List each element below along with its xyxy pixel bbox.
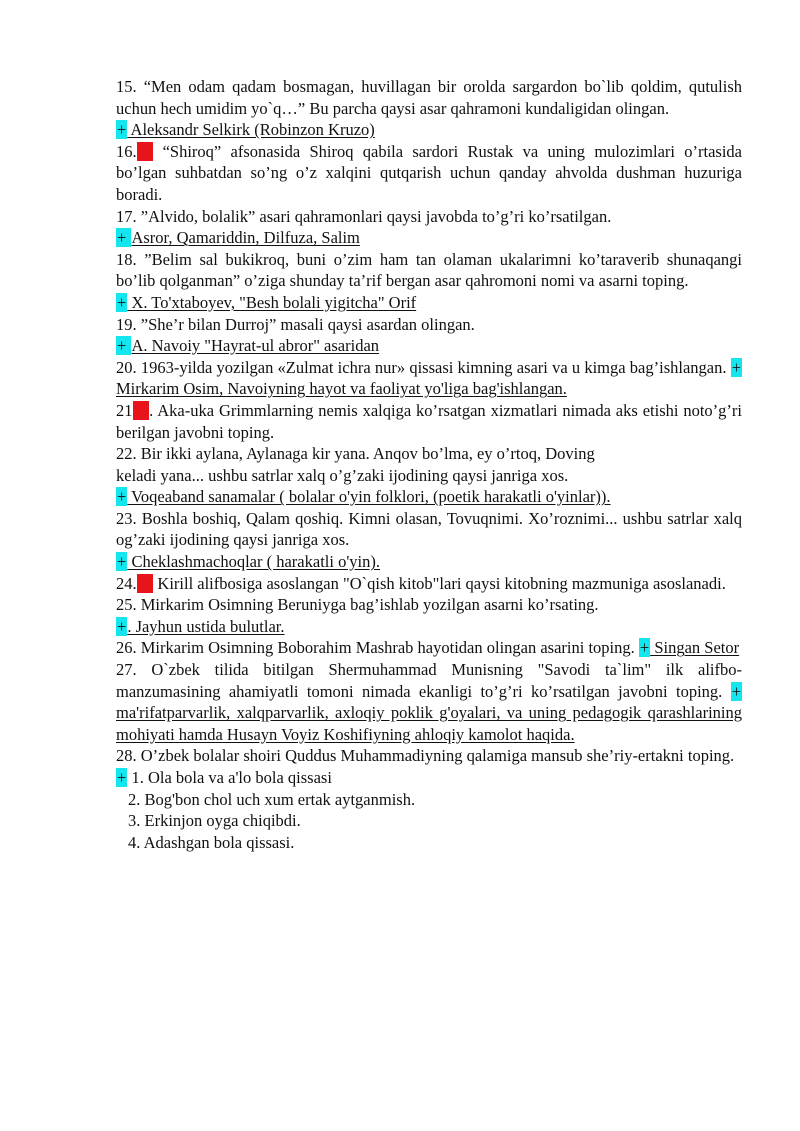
question-19: 19. ”She’r bilan Durroj” masali qaysi asardan olingan. [116, 314, 475, 334]
plus-marker: + [117, 292, 127, 312]
question-27 [116, 659, 742, 745]
answer-22 [116, 486, 742, 508]
plus-marker: + [639, 638, 650, 658]
question-16 [116, 141, 742, 206]
option-4: 4. Adashgan bola qissasi. [128, 832, 295, 852]
question-number: 24. [116, 573, 137, 593]
answer-text: Mirkarim Osim, Navoiyning hayot va faoliyat yo'liga bag'ishlangan. [116, 379, 567, 399]
answer-text: . Jayhun ustida bulutlar. [127, 616, 285, 636]
plus-marker: + [117, 552, 127, 572]
question-text: “Shiroq” afsonasida Shiroq qabila sardori Rustak va uning mulozimlari o’rtasida bo’lgan suhbatdan so’ng o’z xalqini qutqarish uchun qanday ahvolda dushman huzuriga boradi. [116, 141, 742, 204]
plus-marker: + [117, 228, 131, 248]
plus-marker: + [117, 616, 127, 636]
option-2: 2. Bog'bon chol uch xum ertak aytganmish. [128, 789, 416, 809]
red-mark: ?? [133, 400, 149, 420]
red-mark: ?? [137, 141, 153, 161]
question-text: Kirill alifbosiga asoslangan "O`qish kitob"lari qaysi kitobning mazmuniga asoslanadi. [153, 573, 726, 593]
answer-text: Singan Setor [650, 638, 740, 658]
question-number: 21 [116, 400, 133, 420]
question-22-line2: keladi yana... ushbu satrlar xalq o’g’zaki ijodining qaysi janriga xos. [116, 465, 569, 485]
answer-18 [116, 292, 742, 314]
question-18: 18. ”Belim sal bukikroq, buni o’zim ham tan olaman ukalarimni ko’taraverib shunaqangi bo’lib qolganman” o’ziga shunday ta’rif bergan asar qahromoni nomi va asarni toping. [116, 249, 742, 291]
question-23: 23. Boshla boshiq, Qalam qoshiq. Kimni olasan, Tovuqnimi. Xo’roznimi... ushbu satrlar xalq og’zaki ijodining qaysi janriga xos. [116, 508, 742, 550]
question-21 [116, 400, 742, 443]
answer-text: Voqeaband sanamalar ( bolalar o'yin folklori, (poetik harakatli o'yinlar)). [127, 487, 611, 507]
red-mark: ?? [137, 573, 153, 593]
option-text: 1. Ola bola va a'lo bola qissasi [127, 768, 332, 787]
option-1 [116, 767, 742, 789]
question-24 [116, 573, 742, 595]
question-text: 26. Mirkarim Osimning Boborahim Mashrab hayotidan olingan asarini toping. [116, 638, 639, 658]
plus-marker: + [117, 120, 127, 140]
answer-text: X. To'xtaboyev, "Besh bolali yigitcha" Orif [127, 292, 417, 312]
question-text: 27. O`zbek tilida bitilgan Shermuhammad Munisning "Savodi ta`lim" ilk alifbo-manzumasining ahamiyatli tomoni nimada ekanligi to’g’ri ko’rsatilgan javobni toping. [116, 660, 742, 701]
answer-23 [116, 551, 742, 573]
question-17: 17. ”Alvido, bolalik” asari qahramonlari qaysi javobda to’g’ri ko’rsatilgan. [116, 206, 612, 226]
answer-text: Aleksandr Selkirk (Robinzon Kruzo) [127, 120, 375, 140]
answer-19 [116, 335, 742, 357]
question-20 [116, 357, 742, 400]
question-text: 20. 1963-yilda yozilgan «Zulmat ichra nur» qissasi kimning asari va u kimga bag’ishlangan. [116, 357, 731, 377]
answer-25 [116, 616, 742, 638]
answer-text: Asror, Qamariddin, Dilfuza, Salim [131, 228, 360, 248]
plus-marker: + [731, 357, 741, 377]
question-text: . Aka-uka Grimmlarning nemis xalqiga ko’rsatgan xizmatlari nimada aks etishi noto’g’ri berilgan javobni toping. [116, 400, 742, 442]
answer-15 [116, 119, 742, 141]
answer-text: ma'rifatparvarlik, xalqparvarlik, axloqiy poklik g'oyalari, va uning pedagogik qarashlarining mohiyati hamda Husayn Voyiz Koshifiyning ahloqiy kamolot haqida. [116, 703, 742, 744]
question-number: 16. [116, 141, 137, 161]
answer-text: Cheklashmachoqlar ( harakatli o'yin). [127, 552, 380, 572]
plus-marker: + [117, 336, 131, 356]
question-26 [116, 637, 742, 659]
option-3: 3. Erkinjon oyga chiqibdi. [128, 811, 301, 831]
question-22-line1: 22. Bir ikki aylana, Aylanaga kir yana. Anqov bo’lma, ey o’rtoq, Doving [116, 444, 595, 464]
plus-marker: + [117, 768, 127, 787]
answer-17 [116, 227, 742, 249]
question-15: 15. “Men odam qadam bosmagan, huvillagan bir orolda sargardon bo`lib qoldim, qutulish uchun hech umidim yo`q…” Bu parcha qaysi asar qahramoni kundaligidan olingan. [116, 77, 742, 118]
answer-text: A. Navoiy "Hayrat-ul abror" asaridan [131, 336, 380, 356]
question-25: 25. Mirkarim Osimning Beruniyga bag’ishlab yozilgan asarni ko’rsating. [116, 595, 599, 615]
plus-marker: + [731, 681, 741, 701]
plus-marker: + [117, 487, 127, 507]
question-28: 28. O’zbek bolalar shoiri Quddus Muhammadiyning qalamiga mansub she’riy-ertakni toping. [116, 746, 735, 766]
document-page [116, 76, 742, 853]
